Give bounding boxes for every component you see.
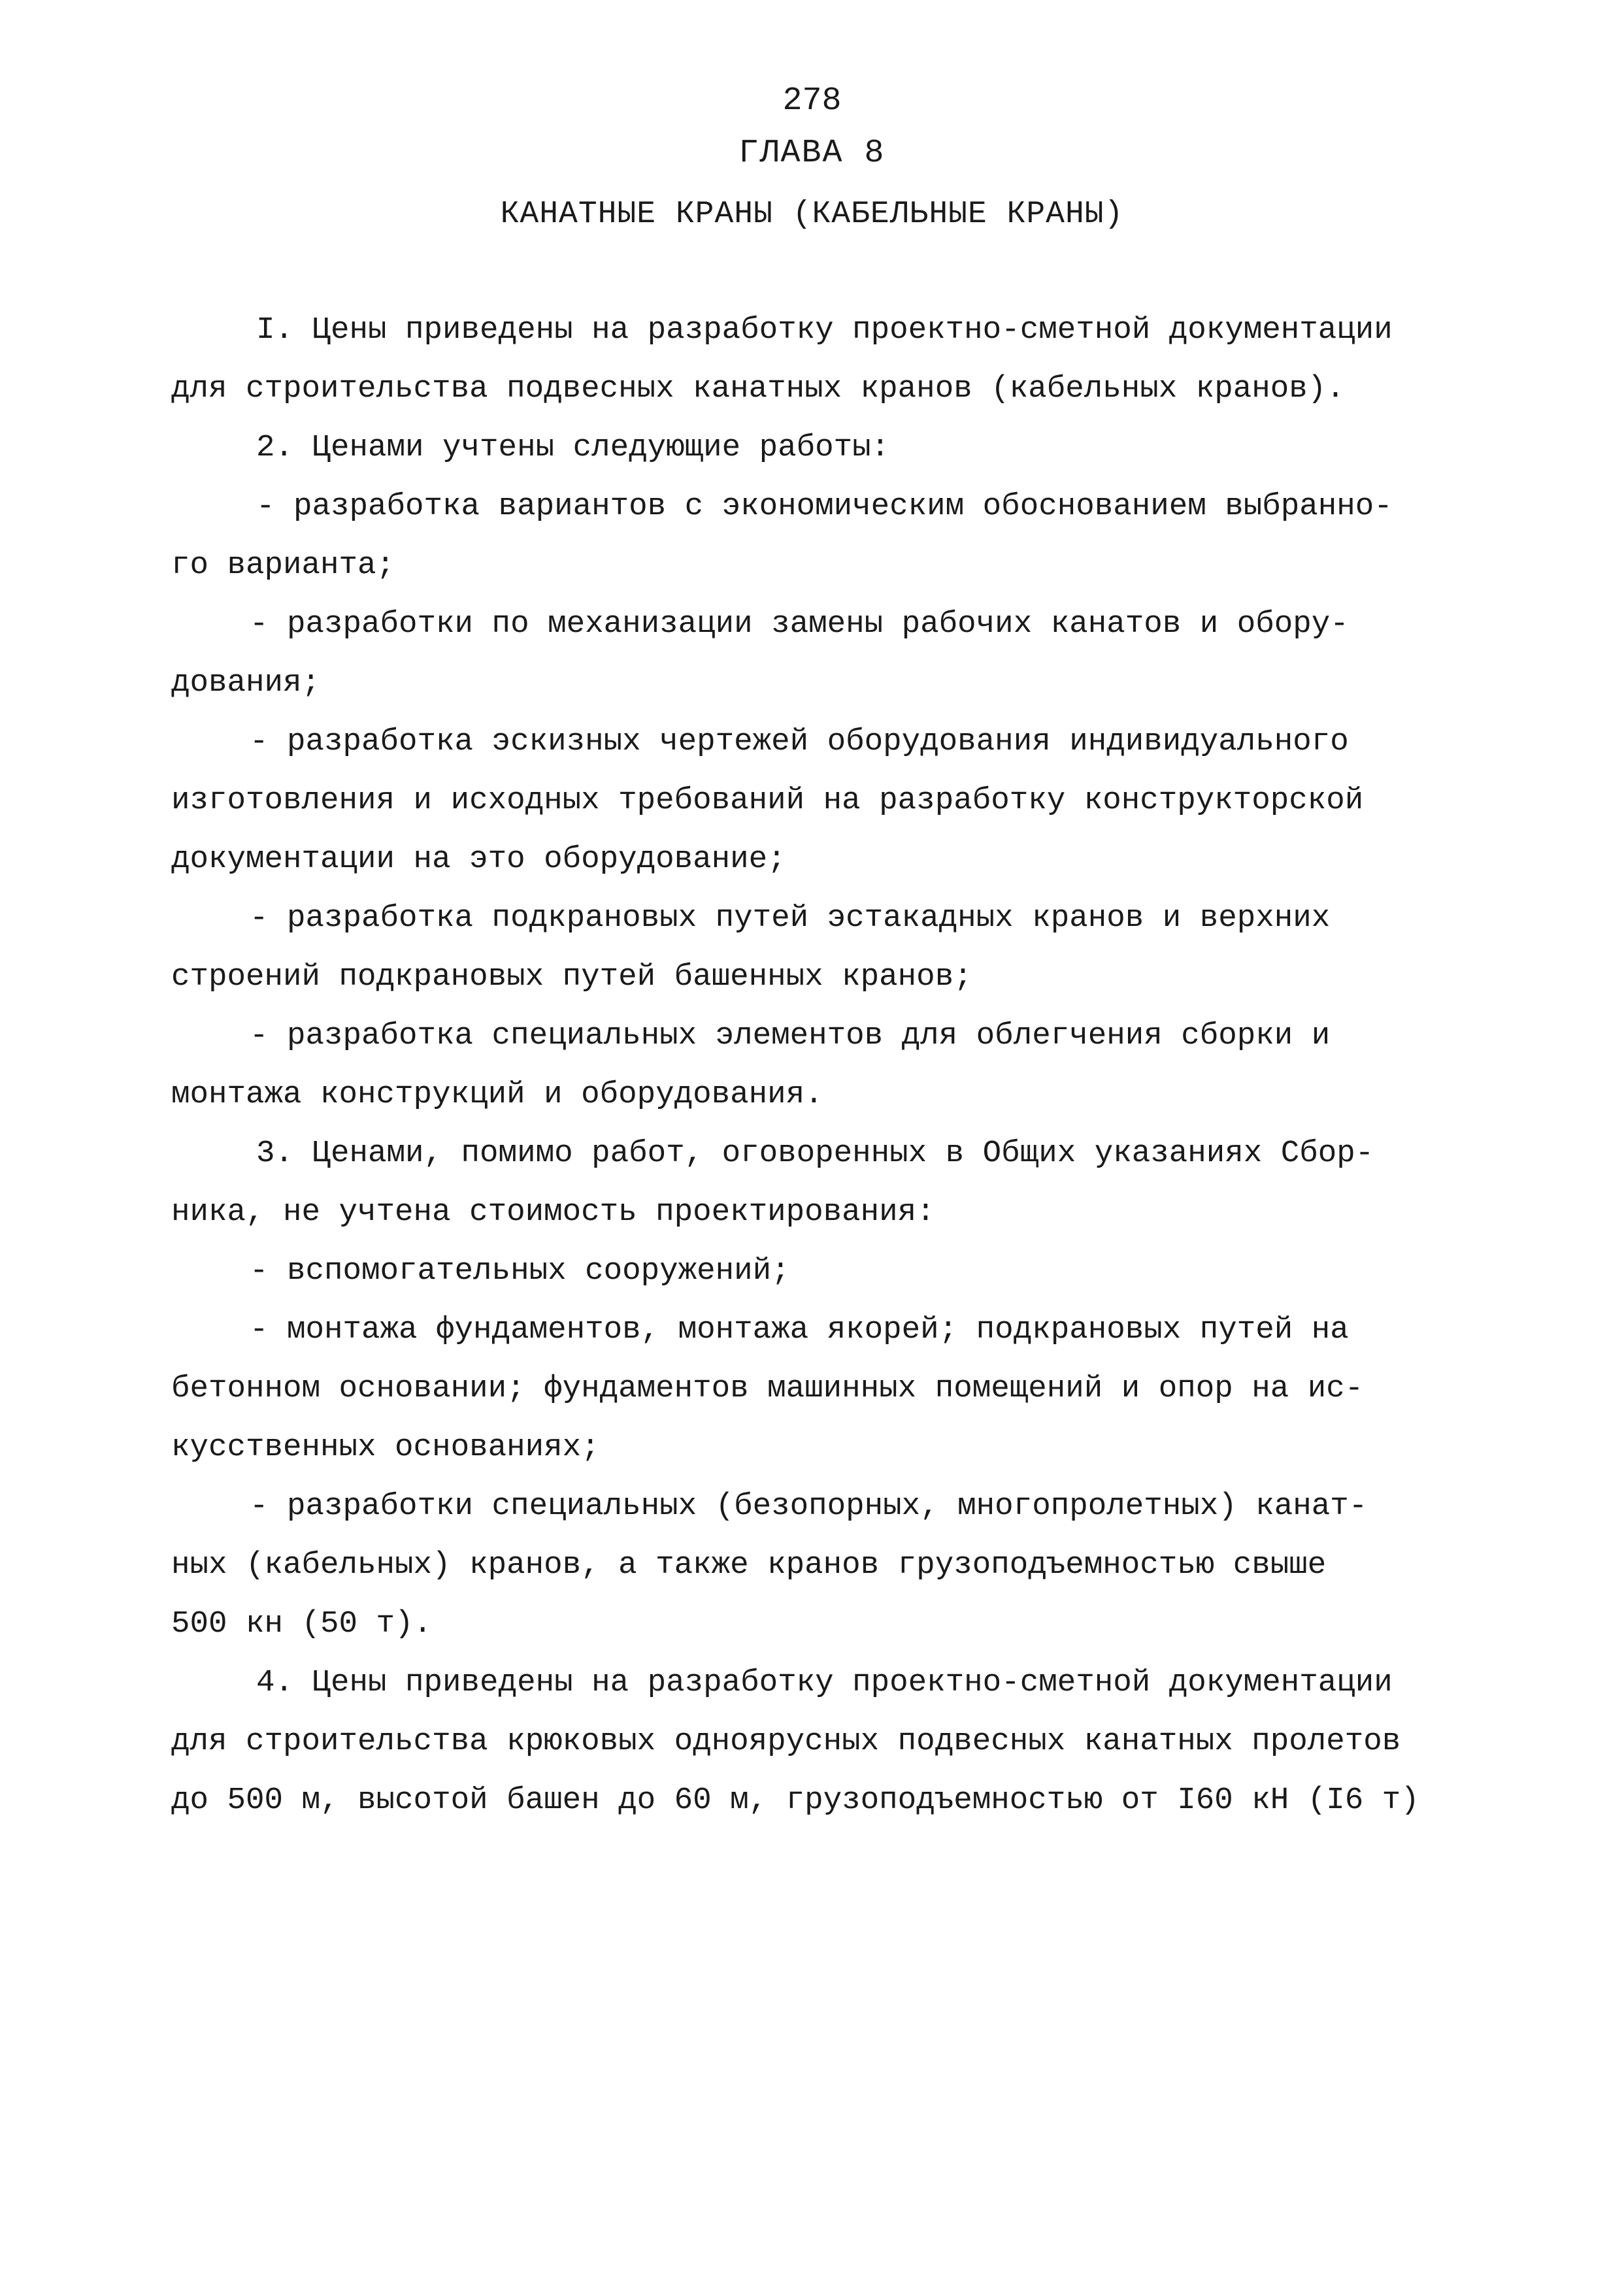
list-item-line: - вспомогательных сооружений; xyxy=(250,1253,790,1289)
paragraph-4-line: до 500 м, высотой башен до 60 м, грузоподъемностью от I60 кН (I6 т) xyxy=(171,1783,1419,1818)
list-item-line: кусственных основаниях; xyxy=(171,1430,600,1465)
list-item-line: - разработка вариантов с экономическим обоснованием выбранно- xyxy=(256,489,1393,524)
list-item-line: го варианта; xyxy=(171,548,395,583)
paragraph-1-line: для строительства подвесных канатных кранов (кабельных кранов). xyxy=(171,371,1345,406)
list-item-line: - разработка специальных элементов для облегчения сборки и xyxy=(250,1018,1331,1053)
paragraph-2-line: 2. Ценами учтены следующие работы: xyxy=(256,430,890,465)
list-item-line: дования; xyxy=(171,665,321,701)
list-item-line: бетонном основании; фундаментов машинных помещений и опор на ис- xyxy=(171,1371,1364,1406)
list-item-line: монтажа конструкций и оборудования. xyxy=(171,1077,823,1112)
list-item-line: - разработка подкрановых путей эстакадных кранов и верхних xyxy=(250,900,1331,936)
list-item-line: 500 кн (50 т). xyxy=(171,1606,433,1641)
paragraph-3-line: ника, не учтена стоимость проектирования: xyxy=(171,1195,935,1230)
paragraph-4-line: для строительства крюковых одноярусных подвесных канатных пролетов xyxy=(171,1724,1401,1759)
list-item-line: ных (кабельных) кранов, а также кранов грузоподъемностью свыше xyxy=(171,1547,1327,1583)
paragraph-3-line: 3. Ценами, помимо работ, оговоренных в Общих указаниях Сбор- xyxy=(256,1136,1374,1171)
list-item-line: документации на это оборудование; xyxy=(171,842,786,877)
list-item-line: - разработки по механизации замены рабочих канатов и обору- xyxy=(250,606,1349,642)
section-title: КАНАТНЫЕ КРАНЫ (КАБЕЛЬНЫЕ КРАНЫ) xyxy=(500,197,1124,232)
chapter-heading: ГЛАВА 8 xyxy=(738,135,886,172)
list-item-line: изготовления и исходных требований на разработку конструкторской xyxy=(171,783,1364,818)
list-item-line: - монтажа фундаментов, монтажа якорей; подкрановых путей на xyxy=(250,1312,1349,1347)
list-item-line: - разработки специальных (безопорных, многопролетных) канат- xyxy=(250,1489,1368,1524)
body-text xyxy=(171,301,1419,1830)
paragraph-4-line: 4. Цены приведены на разработку проектно-сметной документации xyxy=(256,1665,1393,1700)
list-item-line: - разработка эскизных чертежей оборудования индивидуального xyxy=(250,724,1349,759)
page-number: 278 xyxy=(782,82,842,120)
paragraph-1-line: I. Цены приведены на разработку проектно-сметной документации xyxy=(256,312,1393,348)
list-item-line: строений подкрановых путей башенных кранов; xyxy=(171,959,972,995)
